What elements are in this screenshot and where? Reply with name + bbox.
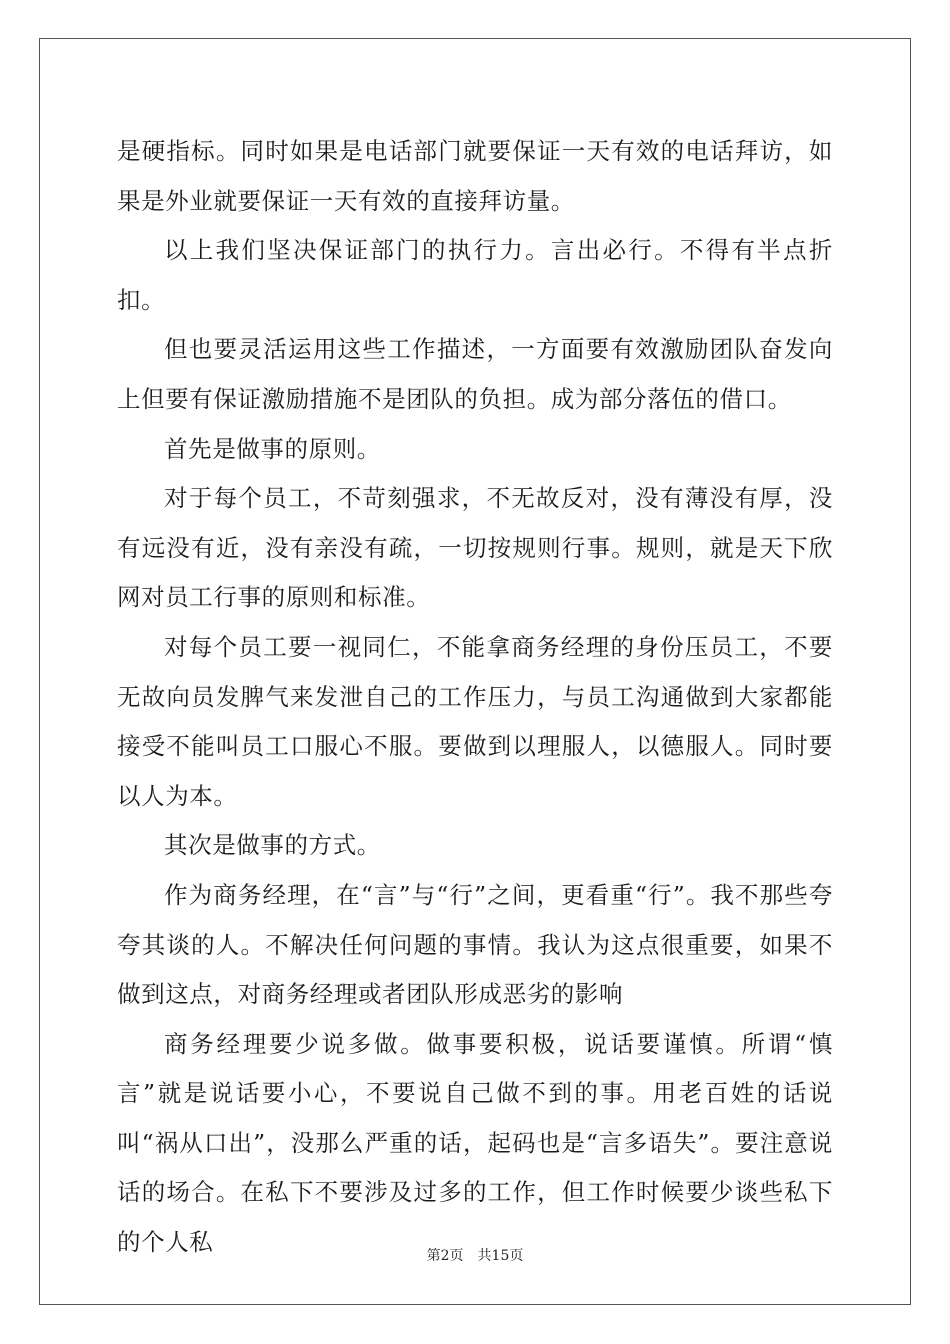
paragraph-8: 作为商务经理，在“言”与“行”之间，更看重“行”。我不那些夸夸其谈的人。不解决任何问题的事情。我认为这点很重要，如果不做到这点，对商务经理或者团队形成恶劣的影响	[117, 880, 833, 1009]
paragraph-7: 其次是做事的方式。	[164, 831, 381, 860]
paragraph-4: 首先是做事的原则。	[164, 434, 381, 463]
page-footer	[0, 1245, 950, 1265]
paragraph-9: 商务经理要少说多做。做事要积极，说话要谨慎。所谓“慎言”就是说话要小心，不要说自己做不到的事。用老百姓的话说叫“祸从口出”，没那么严重的话，起码也是“言多语失”。要注意说话的场合。在私下不要涉及过多的工作，但工作时候要少谈些私下的个人私	[117, 1029, 833, 1257]
paragraph-3: 但也要灵活运用这些工作描述，一方面要有效激励团队奋发向上但要有保证激励措施不是团队的负担。成为部分落伍的借口。	[117, 335, 833, 413]
document-body	[117, 127, 833, 1268]
page-total: 共15页	[477, 1248, 524, 1264]
paragraph-5: 对于每个员工，不苛刻强求，不无故反对，没有薄没有厚，没有远没有近，没有亲没有疏，一切按规则行事。规则，就是天下欣网对员工行事的原则和标准。	[117, 484, 833, 612]
paragraph-6: 对每个员工要一视同仁，不能拿商务经理的身份压员工，不要无故向员发脾气来发泄自己的工作压力，与员工沟通做到大家都能接受不能叫员工口服心不服。要做到以理服人，以德服人。同时要以人为本。	[117, 632, 833, 810]
paragraph-1: 是硬指标。同时如果是电话部门就要保证一天有效的电话拜访，如果是外业就要保证一天有效的直接拜访量。	[117, 137, 833, 215]
paragraph-2: 以上我们坚决保证部门的执行力。言出必行。不得有半点折扣。	[117, 236, 833, 314]
page-number: 第2页	[426, 1248, 464, 1264]
